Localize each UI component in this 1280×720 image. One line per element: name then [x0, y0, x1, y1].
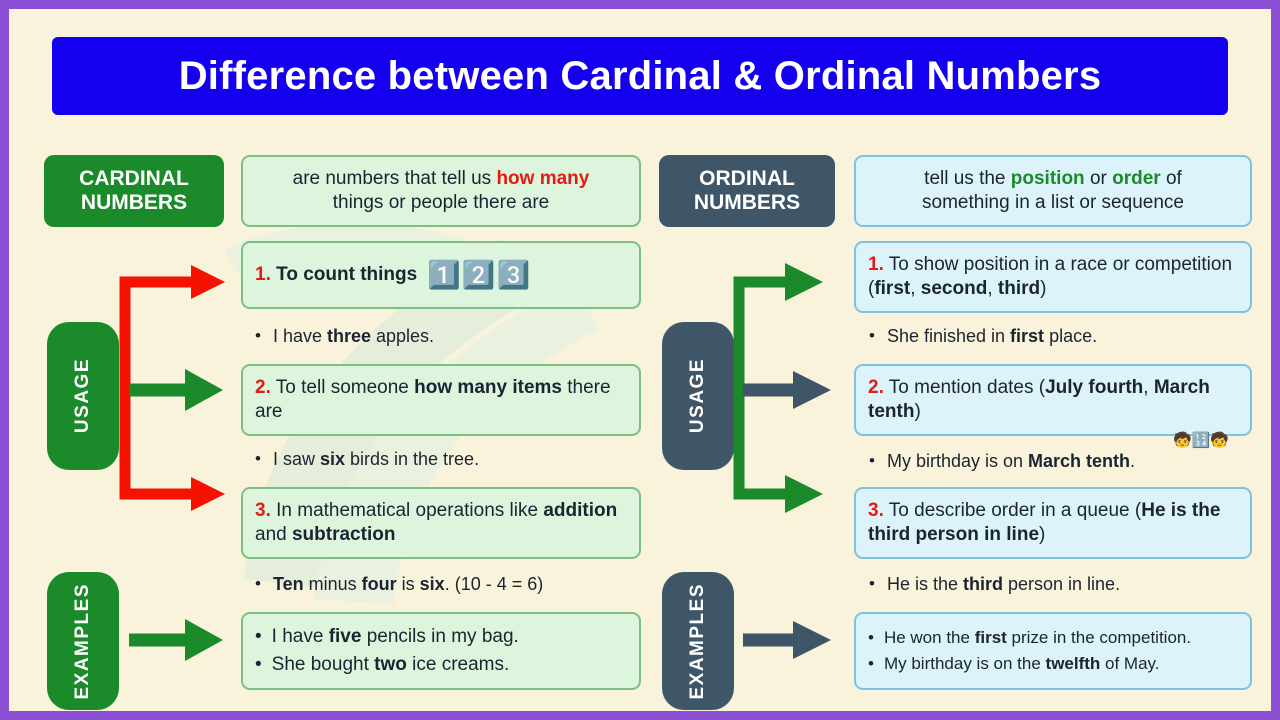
bullet-dot-icon: • — [255, 654, 262, 675]
ordinal-examples-box — [854, 612, 1252, 690]
cardinal-examples-arrow — [127, 617, 225, 663]
page-title: Difference between Cardinal & Ordinal Numbers — [178, 53, 1102, 98]
ordinal-usage-3-bullet: • He is the third person in line. — [869, 574, 1121, 594]
cardinal-usage-3-box — [241, 487, 641, 559]
ordinal-usage-arrow-middle — [741, 367, 833, 413]
ordinal-heading — [659, 155, 835, 227]
ordinal-usage-label: USAGE — [662, 322, 734, 470]
ordinal-heading-line1: ORDINAL — [699, 166, 795, 190]
cardinal-definition-box — [241, 155, 641, 227]
bullet-dot-icon: • — [869, 574, 875, 593]
ordinal-usage-2-bullet: • My birthday is on March tenth. — [869, 451, 1136, 471]
cardinal-example-1: • I have five pencils in my bag. — [255, 625, 627, 649]
cardinal-examples-box — [241, 612, 641, 690]
cardinal-usage-1-box — [241, 241, 641, 309]
ordinal-definition-box — [854, 155, 1252, 227]
bullet-dot-icon: • — [869, 451, 875, 470]
cardinal-usage-label: USAGE — [47, 322, 119, 470]
kids-numbers-icon: 🧒🔢🧒 — [1173, 432, 1230, 449]
123-kids-icon: 1️⃣2️⃣3️⃣ — [427, 259, 532, 290]
bullet-dot-icon: • — [869, 326, 875, 345]
cardinal-definition: are numbers that tell us how many things or people there are — [292, 167, 590, 213]
cardinal-usage-1-text: 1. To count things 1️⃣2️⃣3️⃣ — [255, 258, 627, 293]
cardinal-usage-2-text: 2. To tell someone how many items there are — [255, 376, 611, 422]
ordinal-heading-line2: NUMBERS — [693, 191, 801, 214]
bullet-dot-icon: • — [868, 628, 874, 648]
bullet-dot-icon: • — [255, 574, 261, 593]
ordinal-usage-3-box — [854, 487, 1252, 559]
ordinal-examples-label: EXAMPLES — [662, 572, 734, 710]
bullet-dot-icon: • — [255, 326, 261, 345]
ordinal-examples-arrow — [741, 617, 833, 663]
ordinal-usage-2-text: 2. To mention dates (July fourth, March tenth) — [868, 376, 1210, 422]
ordinal-example-1: • He won the first prize in the competition. — [868, 628, 1192, 648]
cardinal-example-2: • She bought two ice creams. — [255, 653, 627, 677]
ordinal-usage-1-box — [854, 241, 1252, 313]
cardinal-usage-2-box — [241, 364, 641, 436]
cardinal-examples-label: EXAMPLES — [47, 572, 119, 710]
bullet-dot-icon: • — [868, 654, 874, 673]
bullet-dot-icon: • — [255, 449, 261, 468]
cardinal-usage-2-bullet: • I saw six birds in the tree. — [255, 449, 480, 469]
bullet-dot-icon: • — [255, 625, 262, 647]
ordinal-usage-1-bullet: • She finished in first place. — [869, 326, 1098, 346]
ordinal-usage-2-box — [854, 364, 1252, 436]
cardinal-usage-3-text: 3. In mathematical operations like addition and subtraction — [255, 499, 618, 545]
ordinal-usage-1-text: 1. To show position in a race or competition (first, second, third) — [868, 253, 1233, 299]
cardinal-usage-arrow-middle — [127, 367, 225, 413]
cardinal-usage-3-bullet: • Ten minus four is six. (10 - 4 = 6) — [255, 574, 544, 594]
cardinal-heading-line2: NUMBERS — [80, 191, 188, 214]
cardinal-usage-1-bullet: • I have three apples. — [255, 326, 435, 346]
ordinal-definition: tell us the position or order of something in a list or sequence — [922, 167, 1184, 213]
cardinal-heading-line1: CARDINAL — [79, 166, 189, 190]
page-title-bar — [52, 37, 1228, 115]
cardinal-heading — [44, 155, 224, 227]
ordinal-usage-3-text: 3. To describe order in a queue (He is the third person in line) — [868, 499, 1221, 545]
ordinal-example-2: • My birthday is on the twelfth of May. — [868, 654, 1160, 673]
